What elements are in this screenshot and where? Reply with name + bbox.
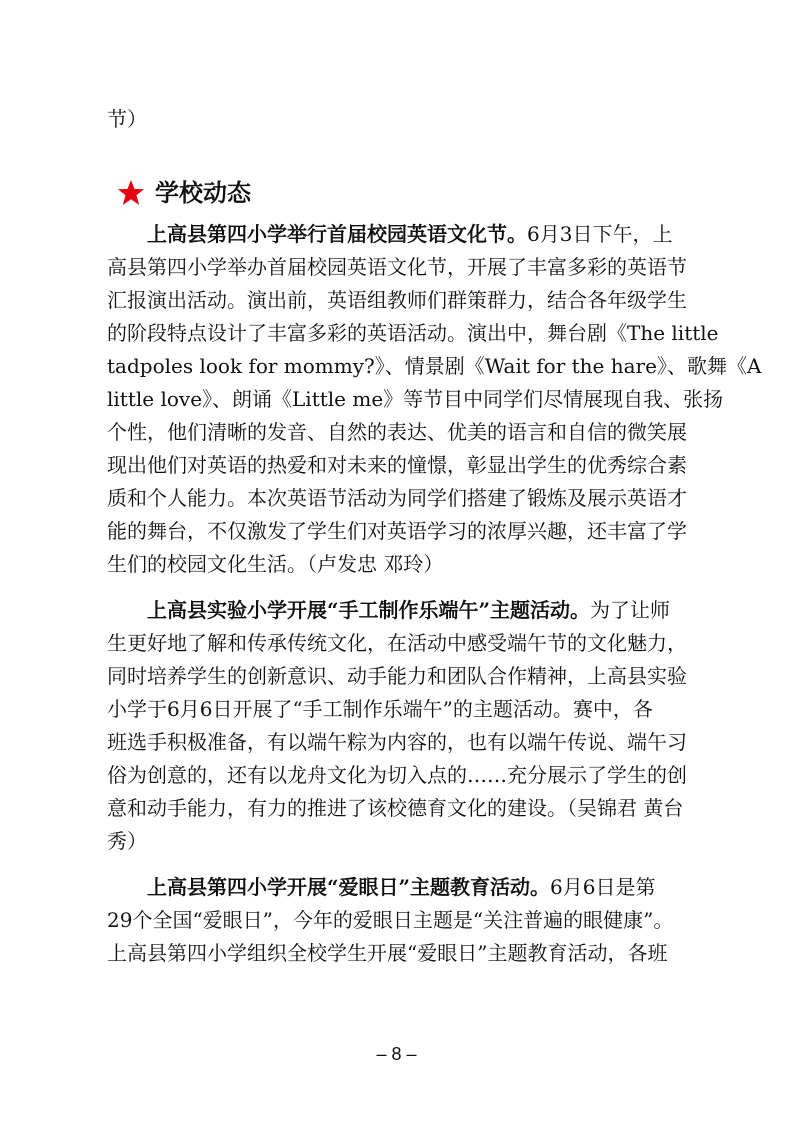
article-line: 能的舞台，不仅激发了学生们对英语学习的浓厚兴趣，还丰富了学 (107, 519, 687, 543)
article-line: 个性，他们清晰的发音、自然的表达、优美的语言和自信的微笑展 (107, 420, 687, 444)
page-number: – 8 – (376, 1044, 417, 1064)
article-line: 的阶段特点设计了丰富多彩的英语活动。演出中，舞台剧《The little (107, 321, 719, 345)
article-line: 高县第四小学举办首届校园英语文化节，开展了丰富多彩的英语节 (107, 255, 687, 279)
star-icon (117, 179, 145, 207)
article-text: 6月3日下午，上 (527, 222, 673, 246)
article-headline: 上高县第四小学开展“爱眼日”主题教育活动。 (147, 875, 551, 899)
article-headline: 上高县实验小学开展“手工制作乐端午”主题活动。 (147, 598, 591, 622)
article-line: 俗为创意的，还有以龙舟文化为切入点的……充分展示了学生的创 (107, 763, 687, 787)
article-line: 同时培养学生的创新意识、动手能力和团队合作精神，上高县实验 (107, 664, 687, 688)
article-line: 班选手积极准备，有以端午粽为内容的，也有以端午传说、端午习 (107, 730, 687, 754)
article-text: 为了让师 (590, 598, 671, 622)
section-title: 学校动态 (155, 179, 251, 207)
article-headline: 上高县第四小学举行首届校园英语文化节。 (147, 222, 527, 246)
article-line: 意和动手能力，有力的推进了该校德育文化的建设。（吴锦君 黄台 (107, 796, 684, 820)
article-line: little love》、朗诵《Little me》等节目中同学们尽情展现自我、张扬 (107, 387, 724, 411)
article-line: 汇报演出活动。演出前，英语组教师们群策群力，结合各年级学生 (107, 288, 687, 312)
article-first-line (147, 222, 687, 246)
article-line: 秀） (107, 829, 147, 853)
article-line: 29个全国“爱眼日”，今年的爱眼日主题是“关注普遍的眼健康”。 (107, 908, 674, 932)
article-first-line (147, 598, 687, 622)
article-line: 质和个人能力。本次英语节活动为同学们搭建了锻炼及展示英语才 (107, 486, 687, 510)
article-line: 现出他们对英语的热爱和对未来的憧憬，彰显出学生的优秀综合素 (107, 453, 687, 477)
article-text: 6月6日是第 (550, 875, 656, 899)
article-first-line (147, 875, 687, 899)
section-heading (117, 175, 251, 211)
article-line: 上高县第四小学组织全校学生开展“爱眼日”主题教育活动，各班 (107, 941, 668, 965)
article-line: 生们的校园文化生活。（卢发忠 邓玲） (107, 552, 444, 576)
article-line: 生更好地了解和传承传统文化，在活动中感受端午节的文化魅力， (107, 631, 687, 655)
carryover-line: 节） (107, 107, 147, 131)
article-line: tadpoles look for mommy?》、情景剧《Wait for the hare》、歌舞《A (107, 354, 762, 378)
article-line: 小学于6月6日开展了“手工制作乐端午”的主题活动。赛中，各 (107, 697, 653, 721)
